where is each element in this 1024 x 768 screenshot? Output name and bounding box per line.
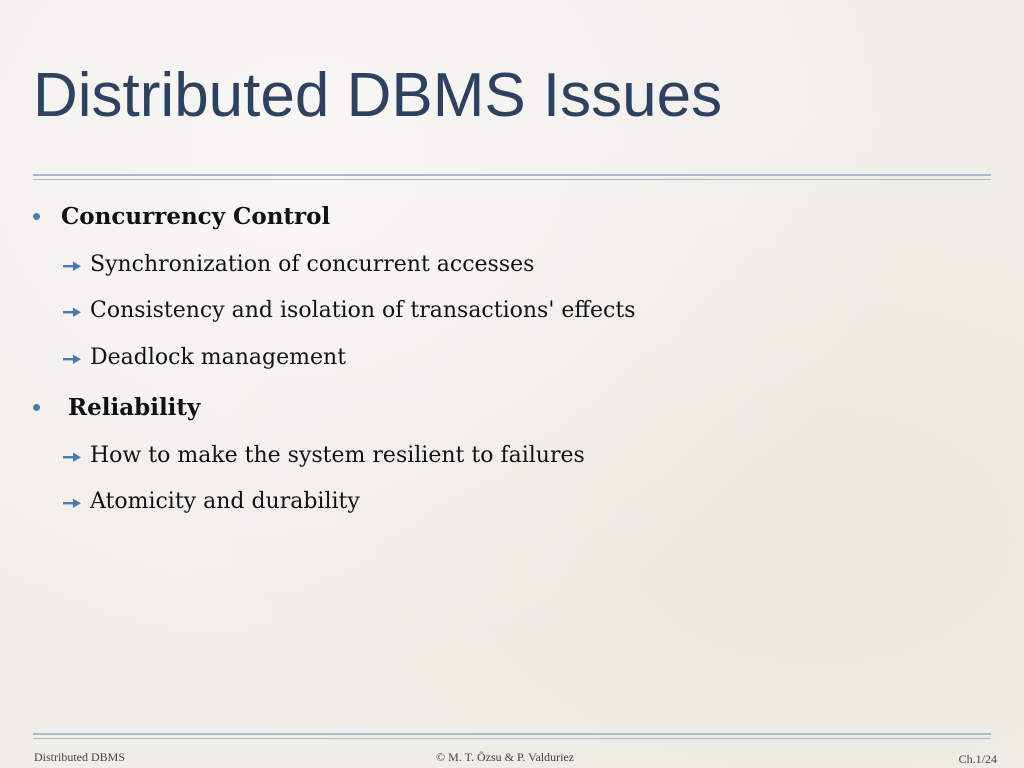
right-arrow-icon <box>63 306 81 318</box>
bullet-concurrency-control: Concurrency Control <box>61 203 331 230</box>
footer-divider-bottom <box>33 738 991 739</box>
footer-copyright: © M. T. Özsu & P. Valduriez <box>436 750 575 764</box>
title-divider-bottom <box>33 179 991 180</box>
right-arrow-icon <box>63 451 81 463</box>
subitem-resilience <box>63 441 585 471</box>
slide-title: Distributed DBMS Issues <box>33 61 723 130</box>
subitem-synchronization <box>63 250 534 280</box>
subitem-label: Synchronization of concurrent accesses <box>90 252 535 277</box>
bullet-reliability: Reliability <box>68 394 201 421</box>
title-divider-top <box>33 174 991 176</box>
subitem-consistency-isolation <box>63 296 636 326</box>
subitem-label: Deadlock management <box>90 345 347 370</box>
footer-page-number: Ch.1/24 <box>958 752 997 766</box>
subitem-label: Consistency and isolation of transactions' effects <box>90 298 636 323</box>
right-arrow-icon <box>63 260 81 272</box>
footer-course-name: Distributed DBMS <box>34 750 126 764</box>
subitem-label: How to make the system resilient to failures <box>90 443 585 468</box>
right-arrow-icon <box>63 353 81 365</box>
subitem-deadlock-management <box>63 343 346 373</box>
right-arrow-icon <box>63 497 81 509</box>
subitem-atomicity-durability <box>63 487 360 517</box>
bullet-dot-icon: • <box>32 201 42 231</box>
bullet-dot-icon: • <box>32 392 42 422</box>
footer-divider-top <box>33 733 991 735</box>
subitem-label: Atomicity and durability <box>90 489 360 514</box>
